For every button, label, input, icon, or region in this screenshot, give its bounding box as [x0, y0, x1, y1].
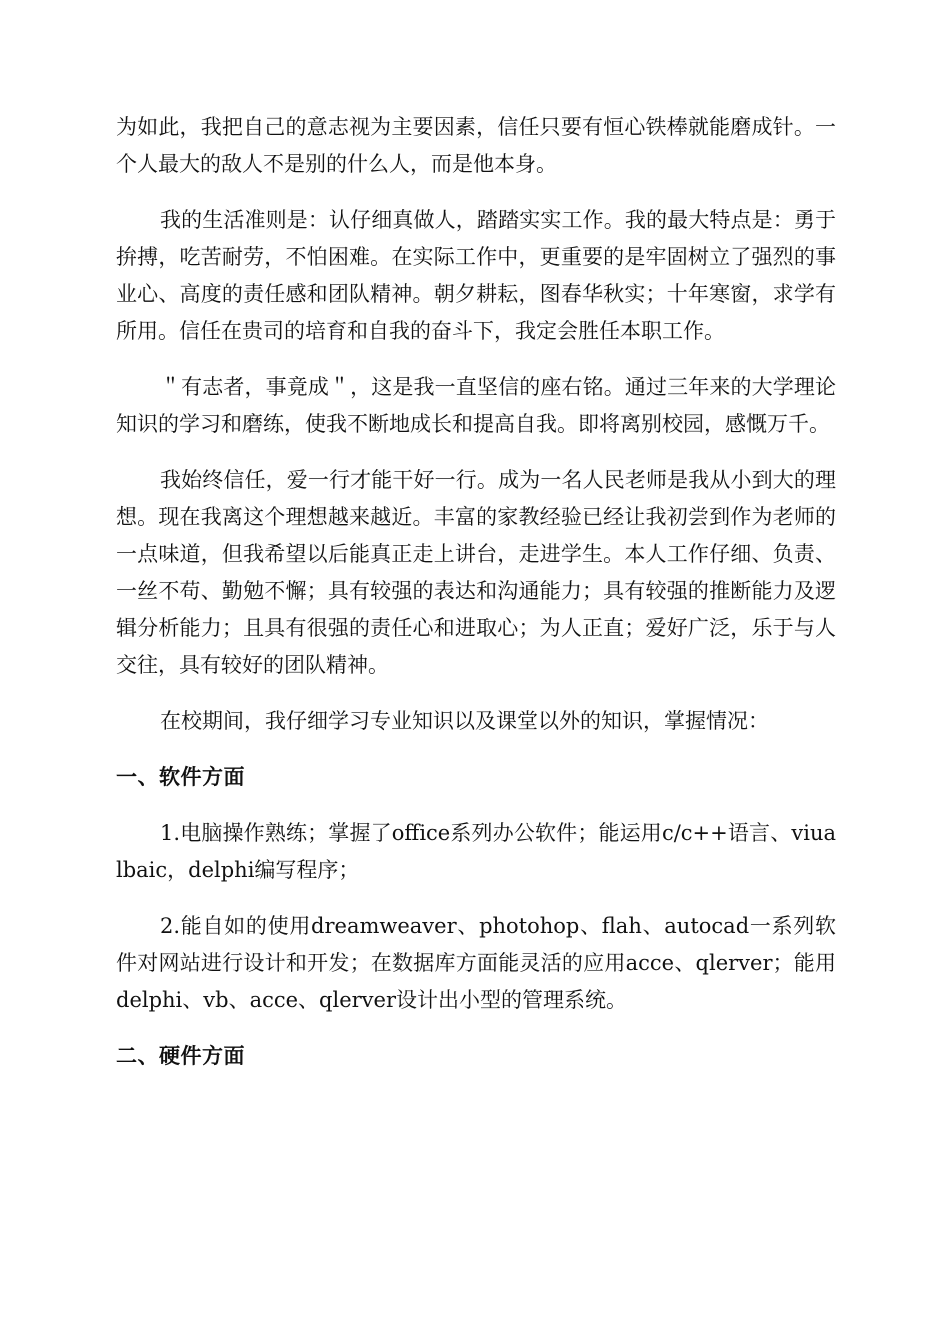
paragraph-life-principles: 我的生活准则是：认仔细真做人，踏踏实实工作。我的最大特点是：勇于拚搏，吃苦耐劳，不怕困难。在实际工作中，更重要的是牢固树立了强烈的事业心、高度的责任感和团队精神。朝夕耕耘，图春华秋实；十年寒窗，求学有所用。信任在贵司的培育和自我的奋斗下，我定会胜任本职工作。 [116, 208, 836, 343]
software-item-1: 1.电脑操作熟练；掌握了office系列办公软件；能运用c/c++语言、viualbaic，delphi编写程序； [116, 821, 836, 882]
paragraph-teacher-ideal: 我始终信任，爱一行才能干好一行。成为一名人民老师是我从小到大的理想。现在我离这个理想越来越近。丰富的家教经验已经让我初尝到作为老师的一点味道，但我希望以后能真正走上讲台，走进学生。本人工作仔细、负责、一丝不苟、勤勉不懈；具有较强的表达和沟通能力；具有较强的推断能力及逻辑分析能力；且具有很强的责任心和进取心；为人正直；爱好广泛，乐于与人交往，具有较好的团队精神。 [116, 468, 836, 677]
section-heading-software: 一、软件方面 [116, 765, 245, 789]
document-body [116, 109, 836, 1094]
software-item-2: 2.能自如的使用dreamweaver、photohop、flah、autocad一系列软件对网站进行设计和开发；在数据库方面能灵活的应用acce、qlerver；能用delphi、vb、acce、qlerver设计出小型的管理系统。 [116, 914, 836, 1012]
paragraph-study-intro: 在校期间，我仔细学习专业知识以及课堂以外的知识，掌握情况： [160, 709, 769, 733]
section-heading-hardware: 二、硬件方面 [116, 1044, 245, 1068]
paragraph-motto: ＂有志者，事竟成＂，这是我一直坚信的座右铭。通过三年来的大学理论知识的学习和磨练，使我不断地成长和提高自我。即将离别校园，感慨万千。 [116, 375, 836, 436]
paragraph-continuation: 为如此，我把自己的意志视为主要因素，信任只要有恒心铁棒就能磨成针。一个人最大的敌人不是别的什么人，而是他本身。 [116, 115, 836, 176]
